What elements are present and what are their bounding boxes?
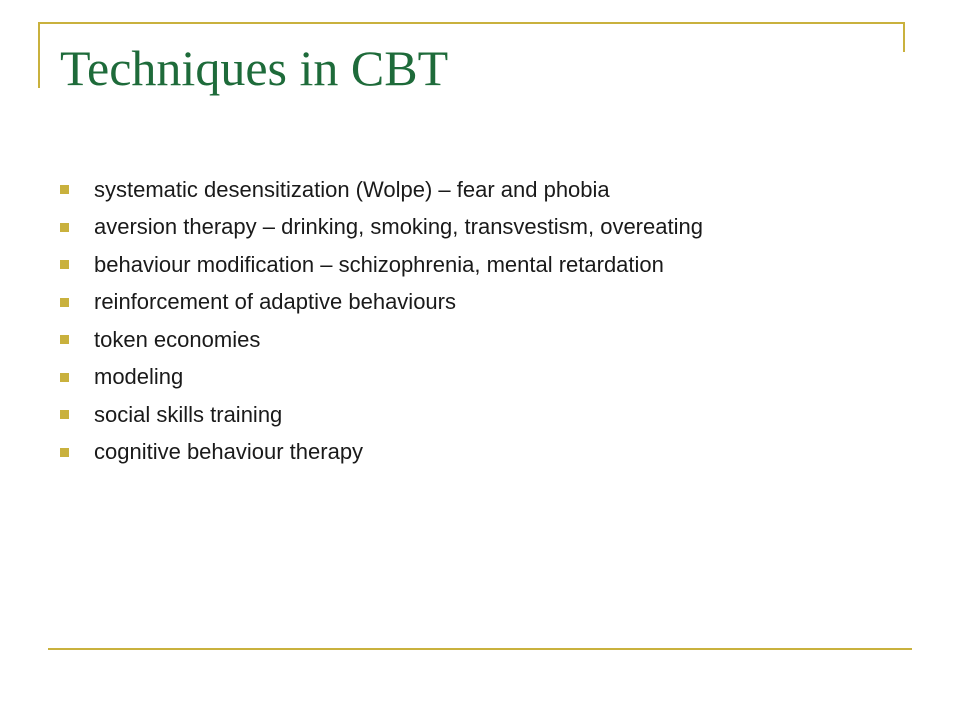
bullet-text: token economies [94,326,261,352]
frame-right-rule [903,22,905,52]
square-bullet-icon [60,260,69,269]
bullet-item [60,246,920,284]
frame-top-rule [38,22,904,24]
bullet-text: reinforcement of adaptive behaviours [94,289,456,315]
bullet-item [60,434,920,472]
bullet-item [60,321,920,359]
bullet-item [60,171,920,209]
bullet-text: behaviour modification – schizophrenia, mental retardation [94,251,664,277]
square-bullet-icon [60,448,69,457]
bullet-text: systematic desensitization (Wolpe) – fear and phobia [94,176,610,202]
square-bullet-icon [60,373,69,382]
slide-title: Techniques in CBT [60,40,449,96]
bullet-text: modeling [94,364,184,390]
bullet-list [60,171,920,471]
bullet-text: social skills training [94,401,283,427]
bullet-text: aversion therapy – drinking, smoking, transvestism, overeating [94,214,703,240]
square-bullet-icon [60,185,69,194]
frame-left-rule [38,22,40,88]
bullet-item [60,284,920,322]
bullet-text: cognitive behaviour therapy [94,439,364,465]
bullet-item [60,396,920,434]
square-bullet-icon [60,410,69,419]
square-bullet-icon [60,335,69,344]
square-bullet-icon [60,298,69,307]
bullet-item [60,359,920,397]
square-bullet-icon [60,223,69,232]
frame-bottom-rule [48,648,912,650]
bullet-item [60,209,920,247]
